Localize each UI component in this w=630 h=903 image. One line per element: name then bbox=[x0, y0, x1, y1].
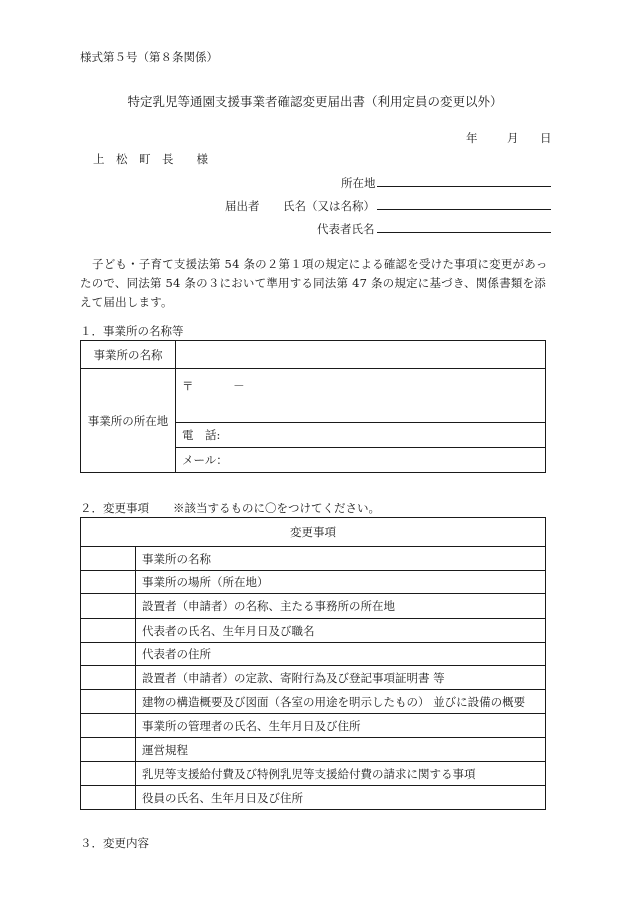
mail-label: メール： bbox=[182, 453, 228, 467]
change-item-label: 事業所の名称 bbox=[136, 547, 546, 571]
name-field[interactable] bbox=[377, 197, 551, 210]
representative-field[interactable] bbox=[377, 220, 551, 233]
change-item-row bbox=[81, 594, 546, 619]
submitter-label: 届出者 bbox=[225, 199, 260, 213]
change-item-row bbox=[81, 571, 546, 594]
date-month: 月 bbox=[507, 131, 519, 145]
change-item-row bbox=[81, 762, 546, 786]
change-item-row bbox=[81, 643, 546, 666]
change-item-mark-cell[interactable] bbox=[81, 738, 136, 762]
change-item-label: 事業所の管理者の氏名、生年月日及び住所 bbox=[136, 714, 546, 738]
postal-dash: － bbox=[233, 379, 245, 393]
addressee: 上 松 町 長 様 bbox=[93, 152, 208, 166]
change-item-label: 運営規程 bbox=[136, 738, 546, 762]
date-day: 日 bbox=[540, 131, 552, 145]
postal-mark: 〒 bbox=[182, 379, 194, 393]
form-number: 様式第５号（第８条関係） bbox=[80, 50, 218, 64]
change-item-mark-cell[interactable] bbox=[81, 690, 136, 714]
address-label: 所在地 bbox=[341, 176, 376, 190]
change-item-row bbox=[81, 547, 546, 571]
change-item-row bbox=[81, 666, 546, 690]
section2-note: ※該当するものに〇をつけてください。 bbox=[173, 501, 380, 515]
change-item-mark-cell[interactable] bbox=[81, 786, 136, 810]
section1-heading: １．事業所の名称等 bbox=[80, 324, 184, 338]
change-item-label: 乳児等支援給付費及び特例乳児等支援給付費の請求に関する事項 bbox=[136, 762, 546, 786]
change-item-label: 設置者（申請者）の定款、寄附行為及び登記事項証明書 等 bbox=[136, 666, 546, 690]
change-item-row bbox=[81, 690, 546, 714]
change-item-mark-cell[interactable] bbox=[81, 619, 136, 643]
phone-field[interactable] bbox=[176, 423, 546, 448]
postal-code-field[interactable] bbox=[176, 369, 546, 423]
change-table-header: 変更事項 bbox=[81, 518, 546, 547]
business-name-field[interactable] bbox=[176, 341, 546, 369]
business-info-table bbox=[80, 340, 546, 473]
change-item-mark-cell[interactable] bbox=[81, 571, 136, 594]
change-item-label: 代表者の住所 bbox=[136, 643, 546, 666]
change-item-mark-cell[interactable] bbox=[81, 762, 136, 786]
change-item-mark-cell[interactable] bbox=[81, 714, 136, 738]
change-item-mark-cell[interactable] bbox=[81, 666, 136, 690]
section3-heading: ３．変更内容 bbox=[80, 836, 149, 850]
business-location-label: 事業所の所在地 bbox=[81, 369, 176, 473]
change-item-mark-cell[interactable] bbox=[81, 594, 136, 619]
change-item-label: 役員の氏名、生年月日及び住所 bbox=[136, 786, 546, 810]
section2-heading: ２．変更事項 bbox=[80, 501, 149, 515]
body-paragraph: 子ども・子育て支援法第 54 条の２第１項の規定による確認を受けた事項に変更があったので、同法第 54 条の３において準用する同法第 47 条の規定に基づき、関係書類を添えて届出します。 bbox=[80, 257, 548, 309]
change-items-table bbox=[80, 517, 546, 810]
change-item-label: 設置者（申請者）の名称、主たる事務所の所在地 bbox=[136, 594, 546, 619]
date-year: 年 bbox=[466, 131, 478, 145]
change-item-label: 代表者の氏名、生年月日及び職名 bbox=[136, 619, 546, 643]
phone-label: 電 話: bbox=[182, 428, 221, 442]
change-item-row bbox=[81, 786, 546, 810]
business-name-label: 事業所の名称 bbox=[81, 341, 176, 369]
mail-field[interactable] bbox=[176, 448, 546, 473]
change-item-label: 事業所の場所（所在地） bbox=[136, 571, 546, 594]
representative-label: 代表者氏名 bbox=[317, 222, 375, 236]
change-item-mark-cell[interactable] bbox=[81, 643, 136, 666]
address-field[interactable] bbox=[377, 174, 551, 187]
change-item-row bbox=[81, 714, 546, 738]
change-item-row bbox=[81, 619, 546, 643]
document-title: 特定乳児等通園支援事業者確認変更届出書（利用定員の変更以外） bbox=[127, 94, 503, 109]
change-item-label: 建物の構造概要及び図面（各室の用途を明示したもの） 並びに設備の概要 bbox=[136, 690, 546, 714]
change-item-row bbox=[81, 738, 546, 762]
change-item-mark-cell[interactable] bbox=[81, 547, 136, 571]
name-label: 氏名（又は名称） bbox=[283, 199, 375, 213]
